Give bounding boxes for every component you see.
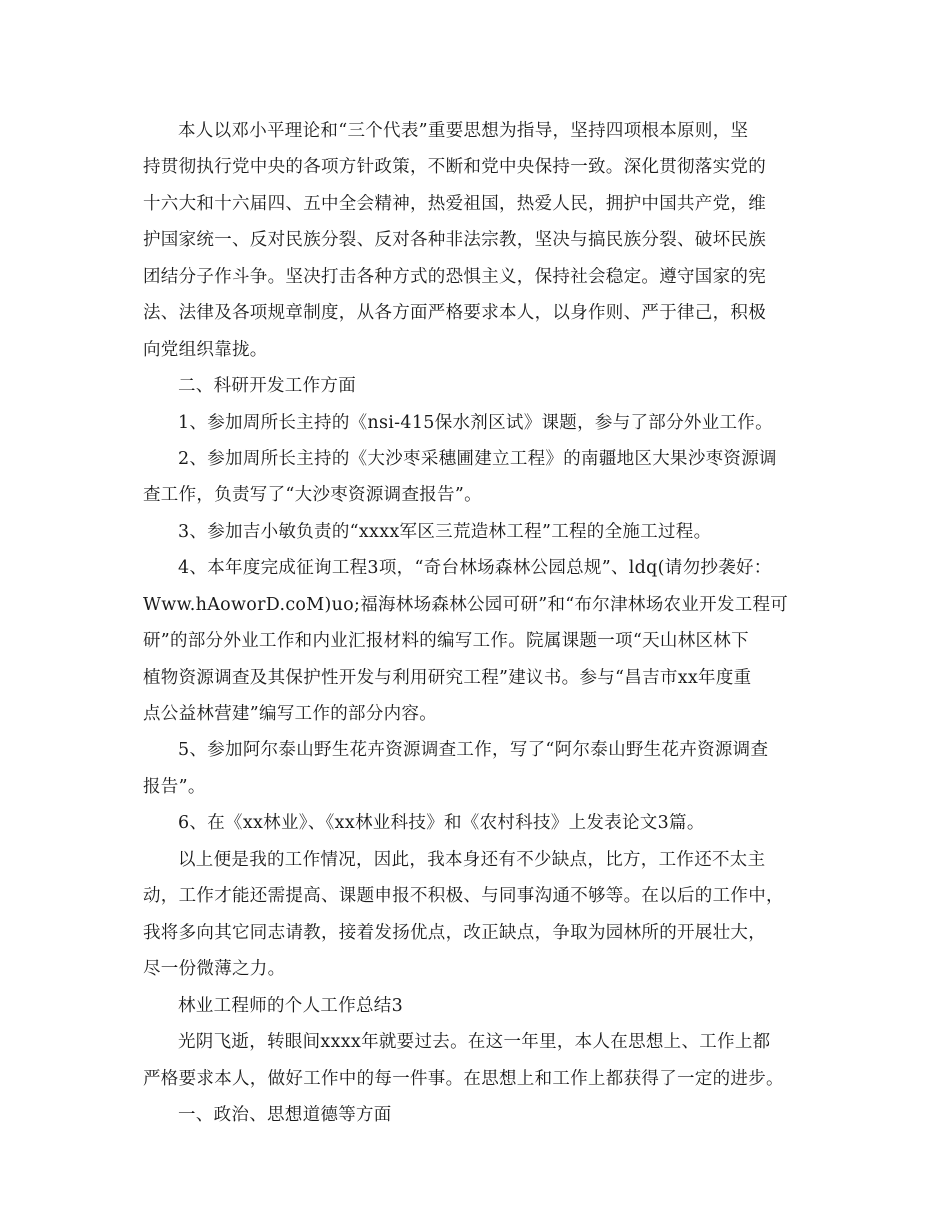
list-item: 2、参加周所长主持的《大沙枣采穗圃建立工程》的南疆地区大果沙枣资源调 [178, 449, 777, 469]
list-item: 3、参加吉小敏负责的“xxxx军区三荒造林工程”工程的全施工过程。 [178, 522, 712, 542]
paragraph-line: 以上便是我的工作情况，因此，我本身还有不少缺点，比方，工作还不太主 [178, 850, 766, 870]
list-item: 5、参加阿尔泰山野生花卉资源调查工作，写了“阿尔泰山野生花卉资源调查 [178, 740, 769, 760]
paragraph-line: 尽一份微薄之力。 [143, 959, 286, 979]
list-item: 4、本年度完成征询工程3项，“奇台林场森林公园总规”、ldq(请勿抄袭好： [178, 558, 772, 578]
paragraph-line: 点公益林营建”编写工作的部分内容。 [143, 704, 438, 724]
paragraph-line: 团结分子作斗争。坚决打击各种方式的恐惧主义，保持社会稳定。遵守国家的宪 [143, 267, 766, 287]
list-item: 1、参加周所长主持的《nsi-415保水剂区试》课题，参与了部分外业工作。 [178, 413, 773, 433]
paragraph-line: Www.hAoworD.coM)uo;福海林场森林公园可研”和“布尔津林场农业开发工程可 [143, 595, 789, 615]
paragraph-line: 向党组织靠拢。 [143, 340, 268, 360]
paragraph-line: 查工作，负责写了“大沙枣资源调查报告”。 [143, 485, 482, 505]
paragraph-line: 我将多向其它同志请教，接着发扬优点，改正缺点，争取为园林所的开展壮大， [143, 923, 766, 943]
list-item: 6、在《xx林业》、《xx林业科技》和《农村科技》上发表论文3篇。 [178, 813, 705, 833]
paragraph-line: 十六大和十六届四、五中全会精神，热爱祖国，热爱人民，拥护中国共产党，维 [143, 194, 766, 214]
paragraph-line: 持贯彻执行党中央的各项方针政策，不断和党中央保持一致。深化贯彻落实党的 [143, 157, 766, 177]
section-heading: 二、科研开发工作方面 [178, 376, 356, 396]
paragraph-line: 光阴飞逝，转眼间xxxx年就要过去。在这一年里，本人在思想上、工作上都 [178, 1032, 771, 1052]
section-title: 林业工程师的个人工作总结3 [178, 996, 404, 1016]
paragraph-line: 动，工作才能还需提高、课题申报不积极、与同事沟通不够等。在以后的工作中， [143, 886, 784, 906]
section-heading: 一、政治、思想道德等方面 [178, 1105, 392, 1125]
paragraph-line: 法、法律及各项规章制度，从各方面严格要求本人，以身作则、严于律己，积极 [143, 303, 766, 323]
paragraph-line: 严格要求本人，做好工作中的每一件事。在思想上和工作上都获得了一定的进步。 [143, 1069, 784, 1089]
paragraph-line: 本人以邓小平理论和“三个代表”重要思想为指导，坚持四项根本原则，坚 [178, 121, 749, 141]
paragraph-line: 护国家统一、反对民族分裂、反对各种非法宗教，坚决与搞民族分裂、破坏民族 [143, 230, 766, 250]
paragraph-line: 研”的部分外业工作和内业汇报材料的编写工作。院属课题一项“天山林区林下 [143, 631, 749, 651]
paragraph-line: 报告”。 [143, 777, 206, 797]
paragraph-line: 植物资源调查及其保护性开发与利用研究工程”建议书。参与“昌吉市xx年度重 [143, 668, 752, 688]
